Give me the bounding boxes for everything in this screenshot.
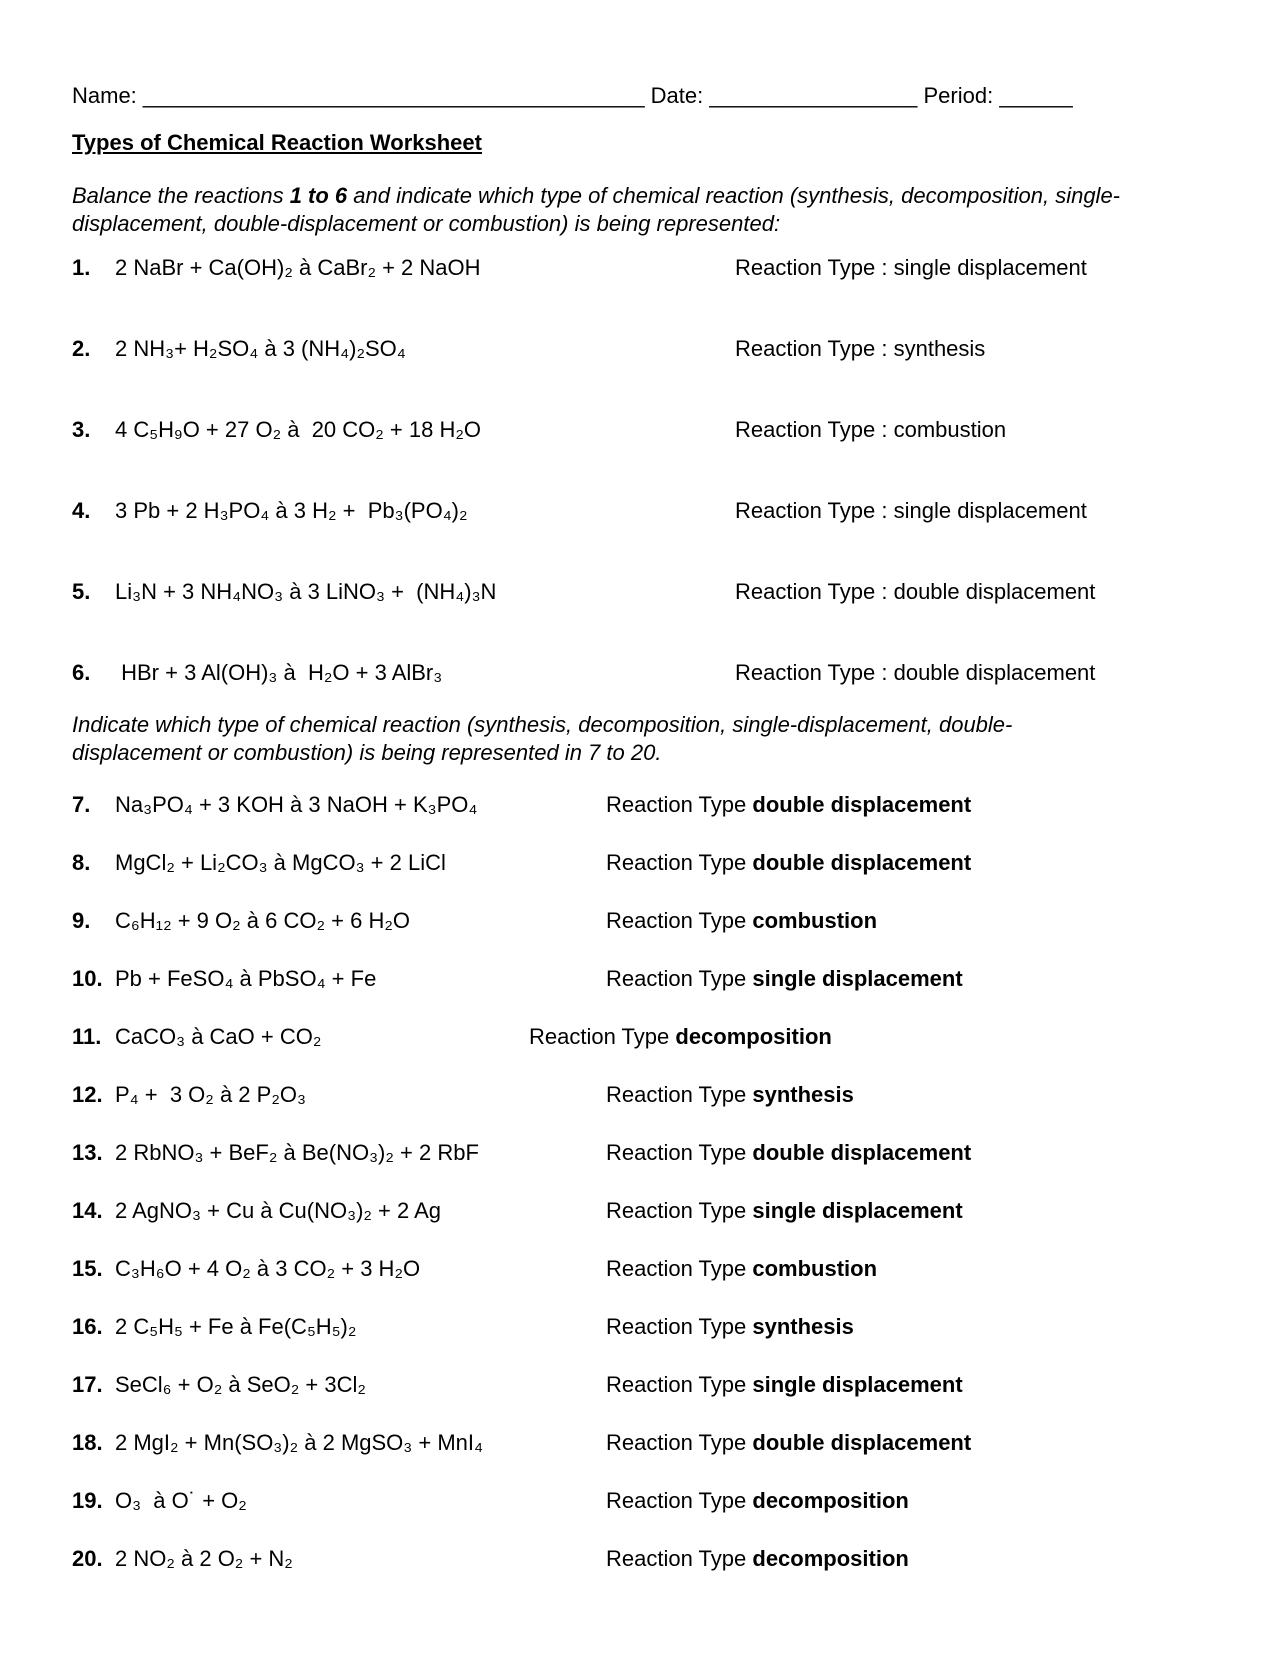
question-equation: Li₃N + 3 NH₄NO₃ à 3 LiNO₃ + (NH₄)₃N bbox=[115, 579, 497, 604]
reaction-type-answer: single displacement bbox=[752, 1372, 963, 1397]
question-row-5 bbox=[72, 580, 1208, 604]
reaction-type-label: Reaction Type : bbox=[735, 660, 888, 685]
questions-1-6 bbox=[72, 256, 1208, 685]
reaction-type bbox=[606, 1083, 1208, 1107]
question-row-2 bbox=[72, 337, 1208, 361]
reaction-type-label: Reaction Type bbox=[606, 850, 747, 875]
question-number: 9. bbox=[72, 908, 91, 933]
question-number: 6. bbox=[72, 660, 91, 685]
reaction-type bbox=[606, 1489, 1208, 1513]
reaction-type bbox=[606, 793, 1208, 817]
question-equation: MgCl₂ + Li₂CO₃ à MgCO₃ + 2 LiCl bbox=[115, 850, 446, 875]
question-equation: 3 Pb + 2 H₃PO₄ à 3 H₂ + Pb₃(PO₄)₂ bbox=[115, 498, 468, 523]
reaction-type-answer: decomposition bbox=[752, 1546, 909, 1571]
question-number: 10. bbox=[72, 966, 103, 991]
instructions-1-pre: Balance the reactions bbox=[72, 183, 290, 208]
reaction-type bbox=[606, 1373, 1208, 1397]
reaction-type-label: Reaction Type : bbox=[735, 579, 888, 604]
reaction-type-answer: synthesis bbox=[752, 1314, 854, 1339]
question-row-3 bbox=[72, 418, 1208, 442]
question-row-6 bbox=[72, 661, 1208, 685]
header-line bbox=[72, 84, 1208, 108]
question-number: 13. bbox=[72, 1140, 103, 1165]
instructions-1 bbox=[72, 182, 1132, 238]
question-number: 16. bbox=[72, 1314, 103, 1339]
date-blank: _________________ bbox=[703, 83, 924, 108]
question-equation: O₃ à O˙ + O₂ bbox=[115, 1488, 247, 1513]
question-number: 17. bbox=[72, 1372, 103, 1397]
reaction-type-answer: single displacement bbox=[893, 255, 1087, 280]
reaction-type-label: Reaction Type : bbox=[735, 498, 888, 523]
question-equation: 4 C₅H₉O + 27 O₂ à 20 CO₂ + 18 H₂O bbox=[115, 417, 482, 442]
question-number: 14. bbox=[72, 1198, 103, 1223]
reaction-type bbox=[606, 1547, 1208, 1571]
question-equation: P₄ + 3 O₂ à 2 P₂O₃ bbox=[115, 1082, 306, 1107]
question-equation: 2 NH₃+ H₂SO₄ à 3 (NH₄)₂SO₄ bbox=[115, 336, 406, 361]
instructions-1-post: and indicate which type of chemical reaction (synthesis, decomposition, single-displacement, double-displacement or combustion) is being represented: bbox=[72, 183, 1121, 236]
reaction-type-answer: combustion bbox=[752, 908, 878, 933]
question-equation: 2 C₅H₅ + Fe à Fe(C₅H₅)₂ bbox=[115, 1314, 357, 1339]
question-number: 19. bbox=[72, 1488, 103, 1513]
reaction-type-label: Reaction Type bbox=[606, 792, 747, 817]
reaction-type bbox=[606, 1199, 1208, 1223]
period-label: Period: bbox=[923, 83, 994, 108]
question-number: 7. bbox=[72, 792, 91, 817]
reaction-type bbox=[606, 1141, 1208, 1165]
reaction-type-label: Reaction Type bbox=[606, 1488, 747, 1513]
reaction-type-answer: single displacement bbox=[893, 498, 1087, 523]
reaction-type-answer: synthesis bbox=[752, 1082, 854, 1107]
question-equation: HBr + 3 Al(OH)₃ à H₂O + 3 AlBr₃ bbox=[115, 660, 443, 685]
question-row-1 bbox=[72, 256, 1208, 280]
reaction-type-answer: double displacement bbox=[752, 1140, 972, 1165]
reaction-type-label: Reaction Type bbox=[606, 1256, 747, 1281]
question-row-14 bbox=[72, 1199, 1208, 1223]
question-equation: Pb + FeSO₄ à PbSO₄ + Fe bbox=[115, 966, 377, 991]
question-row-13 bbox=[72, 1141, 1208, 1165]
question-number: 1. bbox=[72, 255, 91, 280]
question-equation: 2 AgNO₃ + Cu à Cu(NO₃)₂ + 2 Ag bbox=[115, 1198, 442, 1223]
reaction-type-answer: decomposition bbox=[675, 1024, 832, 1049]
question-equation: SeCl₆ + O₂ à SeO₂ + 3Cl₂ bbox=[115, 1372, 366, 1397]
reaction-type bbox=[735, 418, 1208, 442]
question-equation: C₆H₁₂ + 9 O₂ à 6 CO₂ + 6 H₂O bbox=[115, 908, 410, 933]
reaction-type bbox=[735, 337, 1208, 361]
reaction-type-label: Reaction Type bbox=[606, 1430, 747, 1455]
reaction-type-label: Reaction Type bbox=[606, 1082, 747, 1107]
questions-7-20 bbox=[72, 793, 1208, 1571]
question-number: 20. bbox=[72, 1546, 103, 1571]
reaction-type-answer: decomposition bbox=[752, 1488, 909, 1513]
question-number: 12. bbox=[72, 1082, 103, 1107]
reaction-type-label: Reaction Type bbox=[606, 1546, 747, 1571]
question-equation: C₃H₆O + 4 O₂ à 3 CO₂ + 3 H₂O bbox=[115, 1256, 421, 1281]
question-number: 3. bbox=[72, 417, 91, 442]
instructions-1-range: 1 to 6 bbox=[289, 183, 348, 208]
question-equation: 2 NaBr + Ca(OH)₂ à CaBr₂ + 2 NaOH bbox=[115, 255, 481, 280]
question-row-16 bbox=[72, 1315, 1208, 1339]
reaction-type-answer: synthesis bbox=[893, 336, 986, 361]
question-row-12 bbox=[72, 1083, 1208, 1107]
reaction-type bbox=[606, 967, 1208, 991]
reaction-type-label: Reaction Type bbox=[606, 1372, 747, 1397]
reaction-type-label: Reaction Type bbox=[606, 1140, 747, 1165]
reaction-type-label: Reaction Type bbox=[606, 966, 747, 991]
reaction-type-answer: double displacement bbox=[752, 850, 972, 875]
reaction-type bbox=[735, 256, 1208, 280]
reaction-type bbox=[606, 909, 1208, 933]
question-number: 8. bbox=[72, 850, 91, 875]
reaction-type bbox=[735, 499, 1208, 523]
reaction-type-label: Reaction Type bbox=[606, 1198, 747, 1223]
reaction-type-label: Reaction Type bbox=[529, 1024, 670, 1049]
reaction-type-answer: double displacement bbox=[893, 660, 1096, 685]
reaction-type bbox=[529, 1025, 1208, 1049]
question-row-17 bbox=[72, 1373, 1208, 1397]
period-blank: ______ bbox=[993, 83, 1073, 108]
question-row-10 bbox=[72, 967, 1208, 991]
question-equation: CaCO₃ à CaO + CO₂ bbox=[115, 1024, 322, 1049]
question-number: 11. bbox=[72, 1024, 102, 1049]
date-label: Date: bbox=[650, 83, 704, 108]
question-equation: 2 RbNO₃ + BeF₂ à Be(NO₃)₂ + 2 RbF bbox=[115, 1140, 479, 1165]
question-row-18 bbox=[72, 1431, 1208, 1455]
question-row-7 bbox=[72, 793, 1208, 817]
instructions-2: Indicate which type of chemical reaction (synthesis, decomposition, single-displacement, double-displacement or combustion) is being represented in 7 to 20. bbox=[72, 712, 1013, 765]
reaction-type-answer: double displacement bbox=[893, 579, 1096, 604]
reaction-type bbox=[606, 1257, 1208, 1281]
reaction-type-label: Reaction Type bbox=[606, 908, 747, 933]
question-row-19 bbox=[72, 1489, 1208, 1513]
question-row-4 bbox=[72, 499, 1208, 523]
reaction-type-answer: double displacement bbox=[752, 792, 972, 817]
reaction-type-answer: single displacement bbox=[752, 1198, 963, 1223]
reaction-type-label: Reaction Type bbox=[606, 1314, 747, 1339]
reaction-type bbox=[735, 661, 1208, 685]
question-row-20 bbox=[72, 1547, 1208, 1571]
reaction-type-label: Reaction Type : bbox=[735, 336, 888, 361]
reaction-type-answer: single displacement bbox=[752, 966, 963, 991]
question-row-8 bbox=[72, 851, 1208, 875]
reaction-type-answer: double displacement bbox=[752, 1430, 972, 1455]
name-label: Name: bbox=[72, 83, 137, 108]
reaction-type-answer: combustion bbox=[893, 417, 1007, 442]
reaction-type bbox=[606, 851, 1208, 875]
question-equation: 2 NO₂ à 2 O₂ + N₂ bbox=[115, 1546, 293, 1571]
reaction-type bbox=[606, 1431, 1208, 1455]
question-row-15 bbox=[72, 1257, 1208, 1281]
question-row-11 bbox=[72, 1025, 1208, 1049]
question-number: 4. bbox=[72, 498, 91, 523]
reaction-type-answer: combustion bbox=[752, 1256, 878, 1281]
question-row-9 bbox=[72, 909, 1208, 933]
question-number: 5. bbox=[72, 579, 91, 604]
name-blank: _________________________________________ bbox=[136, 83, 651, 108]
reaction-type-label: Reaction Type : bbox=[735, 255, 888, 280]
reaction-type bbox=[606, 1315, 1208, 1339]
question-number: 2. bbox=[72, 336, 91, 361]
worksheet-title: Types of Chemical Reaction Worksheet bbox=[72, 130, 482, 155]
question-equation: Na₃PO₄ + 3 KOH à 3 NaOH + K₃PO₄ bbox=[115, 792, 478, 817]
question-number: 15. bbox=[72, 1256, 103, 1281]
reaction-type-label: Reaction Type : bbox=[735, 417, 888, 442]
question-equation: 2 MgI₂ + Mn(SO₃)₂ à 2 MgSO₃ + MnI₄ bbox=[115, 1430, 483, 1455]
question-number: 18. bbox=[72, 1430, 103, 1455]
reaction-type bbox=[735, 580, 1208, 604]
